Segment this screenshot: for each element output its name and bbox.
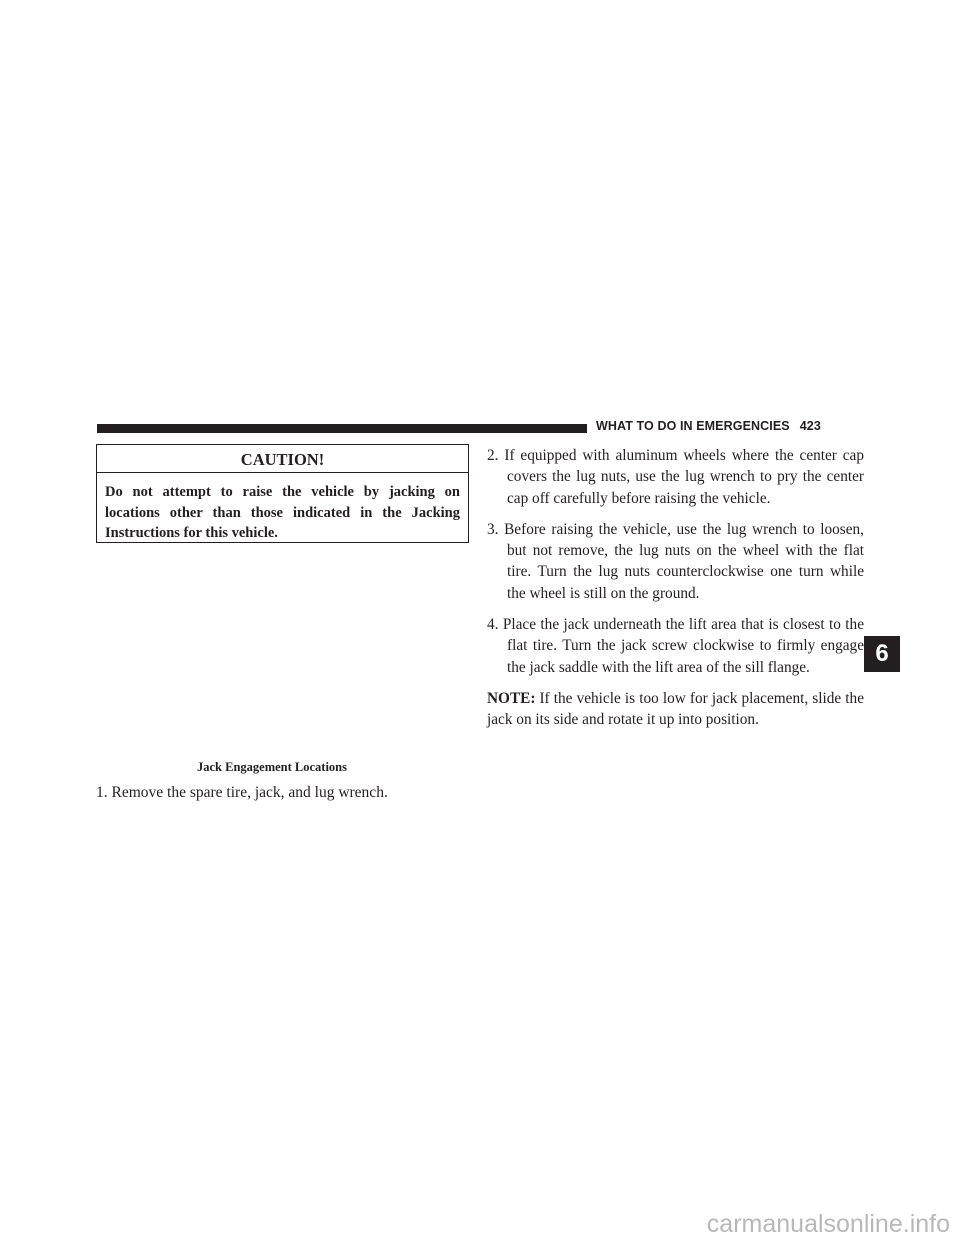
note-text: If the vehicle is too low for jack placement, slide the jack on its side and rotate it up into position.: [487, 689, 864, 729]
header-rule: [97, 424, 587, 433]
watermark: carmanualsonline.info: [706, 1210, 950, 1238]
section-title: WHAT TO DO IN EMERGENCIES: [596, 419, 790, 433]
page-number: 423: [799, 419, 821, 433]
caution-box: [96, 444, 469, 543]
chapter-tab: 6: [864, 636, 900, 672]
running-header: [596, 419, 821, 437]
step-2: 2. If equipped with aluminum wheels where the center cap covers the lug nuts, use the lug wrench to pry the center cap off carefully before raising the vehicle.: [487, 447, 864, 507]
figure-caption: Jack Engagement Locations: [197, 760, 347, 774]
caution-title: CAUTION!: [97, 445, 468, 473]
step-3: 3. Before raising the vehicle, use the lug wrench to loosen, but not remove, the lug nuts on the wheel with the flat tire. Turn the lug nuts counterclockwise one turn while the wheel is still on the ground.: [487, 520, 864, 602]
step-1: 1. Remove the spare tire, jack, and lug wrench.: [96, 784, 388, 801]
note-paragraph: [487, 688, 864, 731]
jack-figure-placeholder: [96, 552, 469, 752]
step-4: 4. Place the jack underneath the lift area that is closest to the flat tire. Turn the jack screw clockwise to firmly engage the jack saddle with the lift area of the sill flange.: [487, 616, 864, 676]
right-column: [487, 445, 864, 731]
note-label: NOTE:: [487, 689, 536, 707]
caution-text: Do not attempt to raise the vehicle by jacking on locations other than those indicated in the Jacking Instructions for this vehicle.: [105, 484, 460, 541]
